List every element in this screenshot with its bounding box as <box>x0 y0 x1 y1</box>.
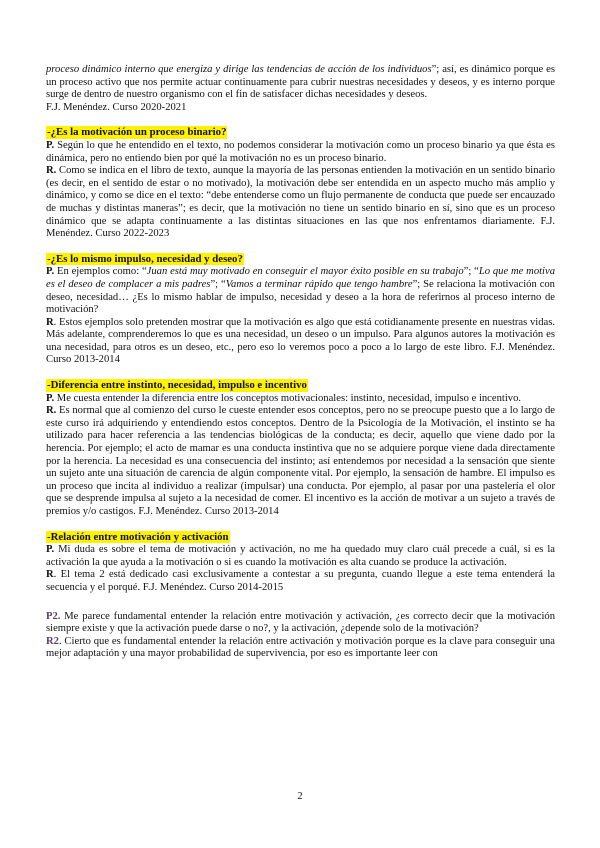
question-text: ”; “ <box>463 266 479 278</box>
section-title: -¿Es lo mismo impulso, necesidad y deseo? <box>47 252 243 265</box>
section-concepts <box>46 379 555 519</box>
answer-text: . Estos ejemplos solo pretenden mostrar que la motivación es algo que está cotidianamente presente en nuestras vidas. Más adelante, comprenderemos lo que es una necesidad, un deseo o un impulso. Para algunos autores la motivación es una necesidad, para otros es un deseo, etc., pero eso lo veremos poco a poco a lo largo de este libro. F.J. Menéndez. Curso 2013-2014 <box>46 316 555 366</box>
answer-label: R <box>46 316 54 328</box>
followup-answer-label: R2 <box>46 635 59 647</box>
answer-label: R. <box>46 165 57 177</box>
question-paragraph <box>46 140 555 165</box>
intro-quote: proceso dinámico interno que energiza y dirige las tendencias de acción de los individuos <box>46 64 432 75</box>
intro-signature: F.J. Menéndez. Curso 2020-2021 <box>46 101 187 113</box>
followup-question-paragraph <box>46 611 555 636</box>
question-text: ”; “ <box>210 278 226 290</box>
question-label: P. <box>46 544 55 556</box>
answer-paragraph <box>46 569 555 594</box>
page-number: 2 <box>297 791 303 802</box>
example-quote: Lo que me motiva es el deseo de complacer a mis padres <box>46 266 556 290</box>
question-paragraph <box>46 544 555 569</box>
followup-question-label: P2. <box>46 610 61 622</box>
document-body <box>46 64 555 661</box>
question-label: P. <box>46 392 55 404</box>
question-label: P. <box>46 139 55 151</box>
question-label: P. <box>46 266 55 278</box>
question-text: Mi duda es sobre el tema de motivación y activación, no me ha quedado muy claro cuál precede a cuál, si es la activación la que ayuda a la motivación o si es cuando la motivación es alta cuando se produce la activación. <box>46 544 555 568</box>
answer-label: R <box>46 569 54 581</box>
section-title: -Diferencia entre instinto, necesidad, impulso e incentivo <box>47 379 307 392</box>
answer-label: R. <box>46 405 57 417</box>
section-title: -¿Es la motivación un proceso binario? <box>47 126 227 139</box>
question-text: En ejemplos como: “ <box>54 266 147 278</box>
followup-answer-text: . Cierto que es fundamental entender la relación entre activación y motivación porque es la clave para conseguir una mejor adaptación y una mayor probabilidad de supervivencia, por eso es importante leer con <box>46 635 555 660</box>
answer-text: Es normal que al comienzo del curso le cueste entender esos conceptos, pero no se preocupe puesto que a lo largo de este curso irá adquiriendo y entendiendo estos conceptos. Dentro de la Psicología de la Motivación, el instinto se ha utilizado para hacer referencia a las tendencias biológicas de la conducta; es decir, aquello que viene dado por la herencia. Por ejemplo; el acto de mamar es una conducta instintiva que no se adquiere porque viene dada directamente por la herencia. La necesidad es una consecuencia del instinto; así entendemos por necesidad a la sensación que siente un sujeto ante una situación de carencia de algún componente vital. Por ejemplo, la sensación de hambre. El impulso es un proceso que incita al individuo a realizar (impulsar) una conducta. Por ejemplo, al pasar por una pastelería el olor que se desprende impulsa al sujeto a la necesidad de comer. El incentivo es la acción de motivar a un sujeto a través de premios y/o castigos. F.J. Menéndez. Curso 2013-2014 <box>46 405 555 517</box>
answer-text: Como se indica en el libro de texto, aunque la mayoría de las personas entienden la motivación en un sentido binario (es decir, en el sentido de estar o no motivado), la motivación debe ser entendida en un aspecto mucho más amplio y dinámico, y como se dice en el texto: “debe entenderse como un flujo permanente de conducta que puede ser encauzado de muchas y distintas maneras”; es decir, que la motivación no tiene un sentido binario en sí, sino que es un proceso dinámico que se adapta continuamente a las distintas situaciones en las que nos enfrentamos diariamente. F.J. Menéndez. Curso 2022-2023 <box>46 165 555 240</box>
question-paragraph <box>46 266 555 316</box>
answer-text: . El tema 2 está dedicado casi exclusivamente a contestar a su pregunta, cuando llegue a este tema entenderá la secuencia y el porqué. F.J. Menéndez. Curso 2014-2015 <box>46 569 555 593</box>
section-title: -Relación entre motivación y activación <box>47 530 229 543</box>
example-quote: Vamos a terminar rápido que tengo hambre <box>225 278 413 290</box>
question-text: ”; Se relaciona la motivación con deseo, necesidad… ¿Es lo mismo hablar de impulso, necesidad y deseo a la hora de referirnos al proceso interno de motivación? <box>46 278 555 316</box>
section-binary <box>46 126 555 240</box>
intro-text: ”; así, es dinámico porque es un proceso activo que nos permite actuar continuamente para cubrir nuestras necesidades y deseos, y es interno porque surge de dentro de nuestro organismo con el fin de satisfacer dichas necesidades y deseos. <box>46 64 555 101</box>
question-paragraph <box>46 393 555 406</box>
followup-question-text: Me parece fundamental entender la relación entre motivación y activación, ¿es correcto decir que la motivación siempre existe y que la activación puede darse o no?, y la activación, ¿depende solo de la motivación? <box>46 610 555 635</box>
section-followup <box>46 611 555 661</box>
section-impulse <box>46 253 555 367</box>
answer-paragraph <box>46 317 555 367</box>
followup-answer-paragraph <box>46 636 555 661</box>
question-text: Me cuesta entender la diferencia entre los conceptos motivacionales: instinto, necesidad, impulso e incentivo. <box>54 392 522 404</box>
answer-paragraph <box>46 165 555 241</box>
section-activation <box>46 531 555 595</box>
intro-paragraph <box>46 64 555 114</box>
question-text: Según lo que he entendido en el texto, no podemos considerar la motivación como un proceso binario ya que ésta es dinámica, pero no entiendo bien por qué la motivación no es un proceso binario. <box>46 139 555 164</box>
example-quote: Juan está muy motivado en conseguir el mayor éxito posible en su trabajo <box>146 266 464 278</box>
answer-paragraph <box>46 405 555 518</box>
